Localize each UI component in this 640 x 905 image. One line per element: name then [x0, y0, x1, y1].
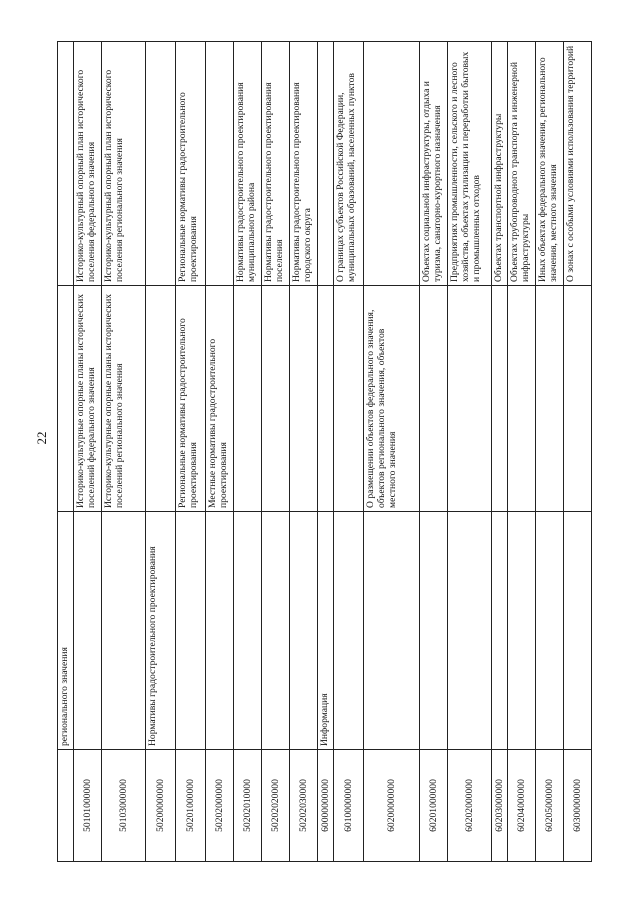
code-cell: 60201000000: [420, 750, 448, 862]
code-cell: [58, 750, 74, 862]
code-cell: 60203000000: [492, 750, 508, 862]
text-cell: [536, 286, 564, 512]
text-cell: О границах субъектов Российской Федерации, муниципальных образований, населенных пунктов: [334, 42, 364, 286]
table-row: [492, 42, 508, 862]
text-cell: [508, 286, 536, 512]
table-row: [102, 42, 146, 862]
code-cell: 50202010000: [234, 750, 262, 862]
table-row: [420, 42, 448, 862]
text-cell: [536, 512, 564, 750]
classifier-table: [57, 41, 592, 862]
text-cell: [146, 286, 176, 512]
text-cell: [262, 512, 290, 750]
table-row: [564, 42, 592, 862]
text-cell: [290, 512, 318, 750]
table-row: [318, 42, 334, 862]
text-cell: Объектах трубопроводного транспорта и инженерной инфраструктуры: [508, 42, 536, 286]
text-cell: Историко-культурный опорный план исторического поселения регионального значения: [102, 42, 146, 286]
code-cell: 50200000000: [146, 750, 176, 862]
text-cell: [508, 512, 536, 750]
code-cell: 50202000000: [206, 750, 234, 862]
text-cell: регионального значения: [58, 512, 74, 750]
text-cell: [318, 286, 334, 512]
table-row: [508, 42, 536, 862]
text-cell: О зонах с особыми условиями использования территорий: [564, 42, 592, 286]
table-row: [176, 42, 206, 862]
text-cell: [234, 286, 262, 512]
rotated-table-wrapper: [57, 42, 583, 862]
code-cell: 60300000000: [564, 750, 592, 862]
text-cell: [176, 512, 206, 750]
table-row: [364, 42, 420, 862]
text-cell: Информация: [318, 512, 334, 750]
text-cell: [58, 286, 74, 512]
table-row: [536, 42, 564, 862]
text-cell: Нормативы градостроительного проектирования: [146, 512, 176, 750]
text-cell: [564, 512, 592, 750]
text-cell: [102, 512, 146, 750]
table-row: [448, 42, 492, 862]
text-cell: Нормативы градостроительного проектирования поселения: [262, 42, 290, 286]
code-cell: 60100000000: [334, 750, 364, 862]
text-cell: [492, 512, 508, 750]
table-row: [146, 42, 176, 862]
text-cell: Объектах социальной инфраструктуры, отдыха и туризма, санаторно-курортного назначения: [420, 42, 448, 286]
code-cell: 50202030000: [290, 750, 318, 862]
text-cell: [58, 42, 74, 286]
text-cell: [564, 286, 592, 512]
text-cell: [420, 286, 448, 512]
text-cell: [290, 286, 318, 512]
table-row: [234, 42, 262, 862]
text-cell: [206, 512, 234, 750]
table-row: [262, 42, 290, 862]
text-cell: Объектах транспортной инфраструктуры: [492, 42, 508, 286]
table-row: [58, 42, 74, 862]
code-cell: 50201000000: [176, 750, 206, 862]
text-cell: [448, 512, 492, 750]
text-cell: [334, 512, 364, 750]
code-cell: 60204000000: [508, 750, 536, 862]
text-cell: Историко-культурный опорный план исторического поселения федерального значения: [74, 42, 102, 286]
table-row: [74, 42, 102, 862]
table-row: [334, 42, 364, 862]
text-cell: [262, 286, 290, 512]
text-cell: Региональные нормативы градостроительного проектирования: [176, 42, 206, 286]
text-cell: Иных объектах федерального значения, регионального значения, местного значения: [536, 42, 564, 286]
text-cell: [318, 42, 334, 286]
page-number: 22: [34, 431, 49, 445]
text-cell: [74, 512, 102, 750]
text-cell: Нормативы градостроительного проектирования городского округа: [290, 42, 318, 286]
text-cell: Нормативы градостроительного проектирования муниципального района: [234, 42, 262, 286]
text-cell: [146, 42, 176, 286]
code-cell: 60205000000: [536, 750, 564, 862]
text-cell: [492, 286, 508, 512]
table-row: [290, 42, 318, 862]
code-cell: 50101000000: [74, 750, 102, 862]
text-cell: Историко-культурные опорные планы исторических поселений регионального значения: [102, 286, 146, 512]
text-cell: [234, 512, 262, 750]
text-cell: [334, 286, 364, 512]
code-cell: 50202020000: [262, 750, 290, 862]
code-cell: 60202000000: [448, 750, 492, 862]
table-body: [58, 42, 592, 862]
text-cell: Местные нормативы градостроительного проектирования: [206, 286, 234, 512]
code-cell: 60200000000: [364, 750, 420, 862]
text-cell: [448, 286, 492, 512]
code-cell: 50103000000: [102, 750, 146, 862]
text-cell: Историко-культурные опорные планы исторических поселений федерального значения: [74, 286, 102, 512]
text-cell: [420, 512, 448, 750]
text-cell: [206, 42, 234, 286]
text-cell: [364, 512, 420, 750]
text-cell: [364, 42, 420, 286]
table-row: [206, 42, 234, 862]
text-cell: Региональные нормативы градостроительного проектирования: [176, 286, 206, 512]
text-cell: О размещении объектов федерального значения, объектов регионального значения, объектов местного значения: [364, 286, 420, 512]
text-cell: Предприятиях промышленности, сельского и лесного хозяйства, объектах утилизации и переработки бытовых и промышленных отходов: [448, 42, 492, 286]
code-cell: 60000000000: [318, 750, 334, 862]
